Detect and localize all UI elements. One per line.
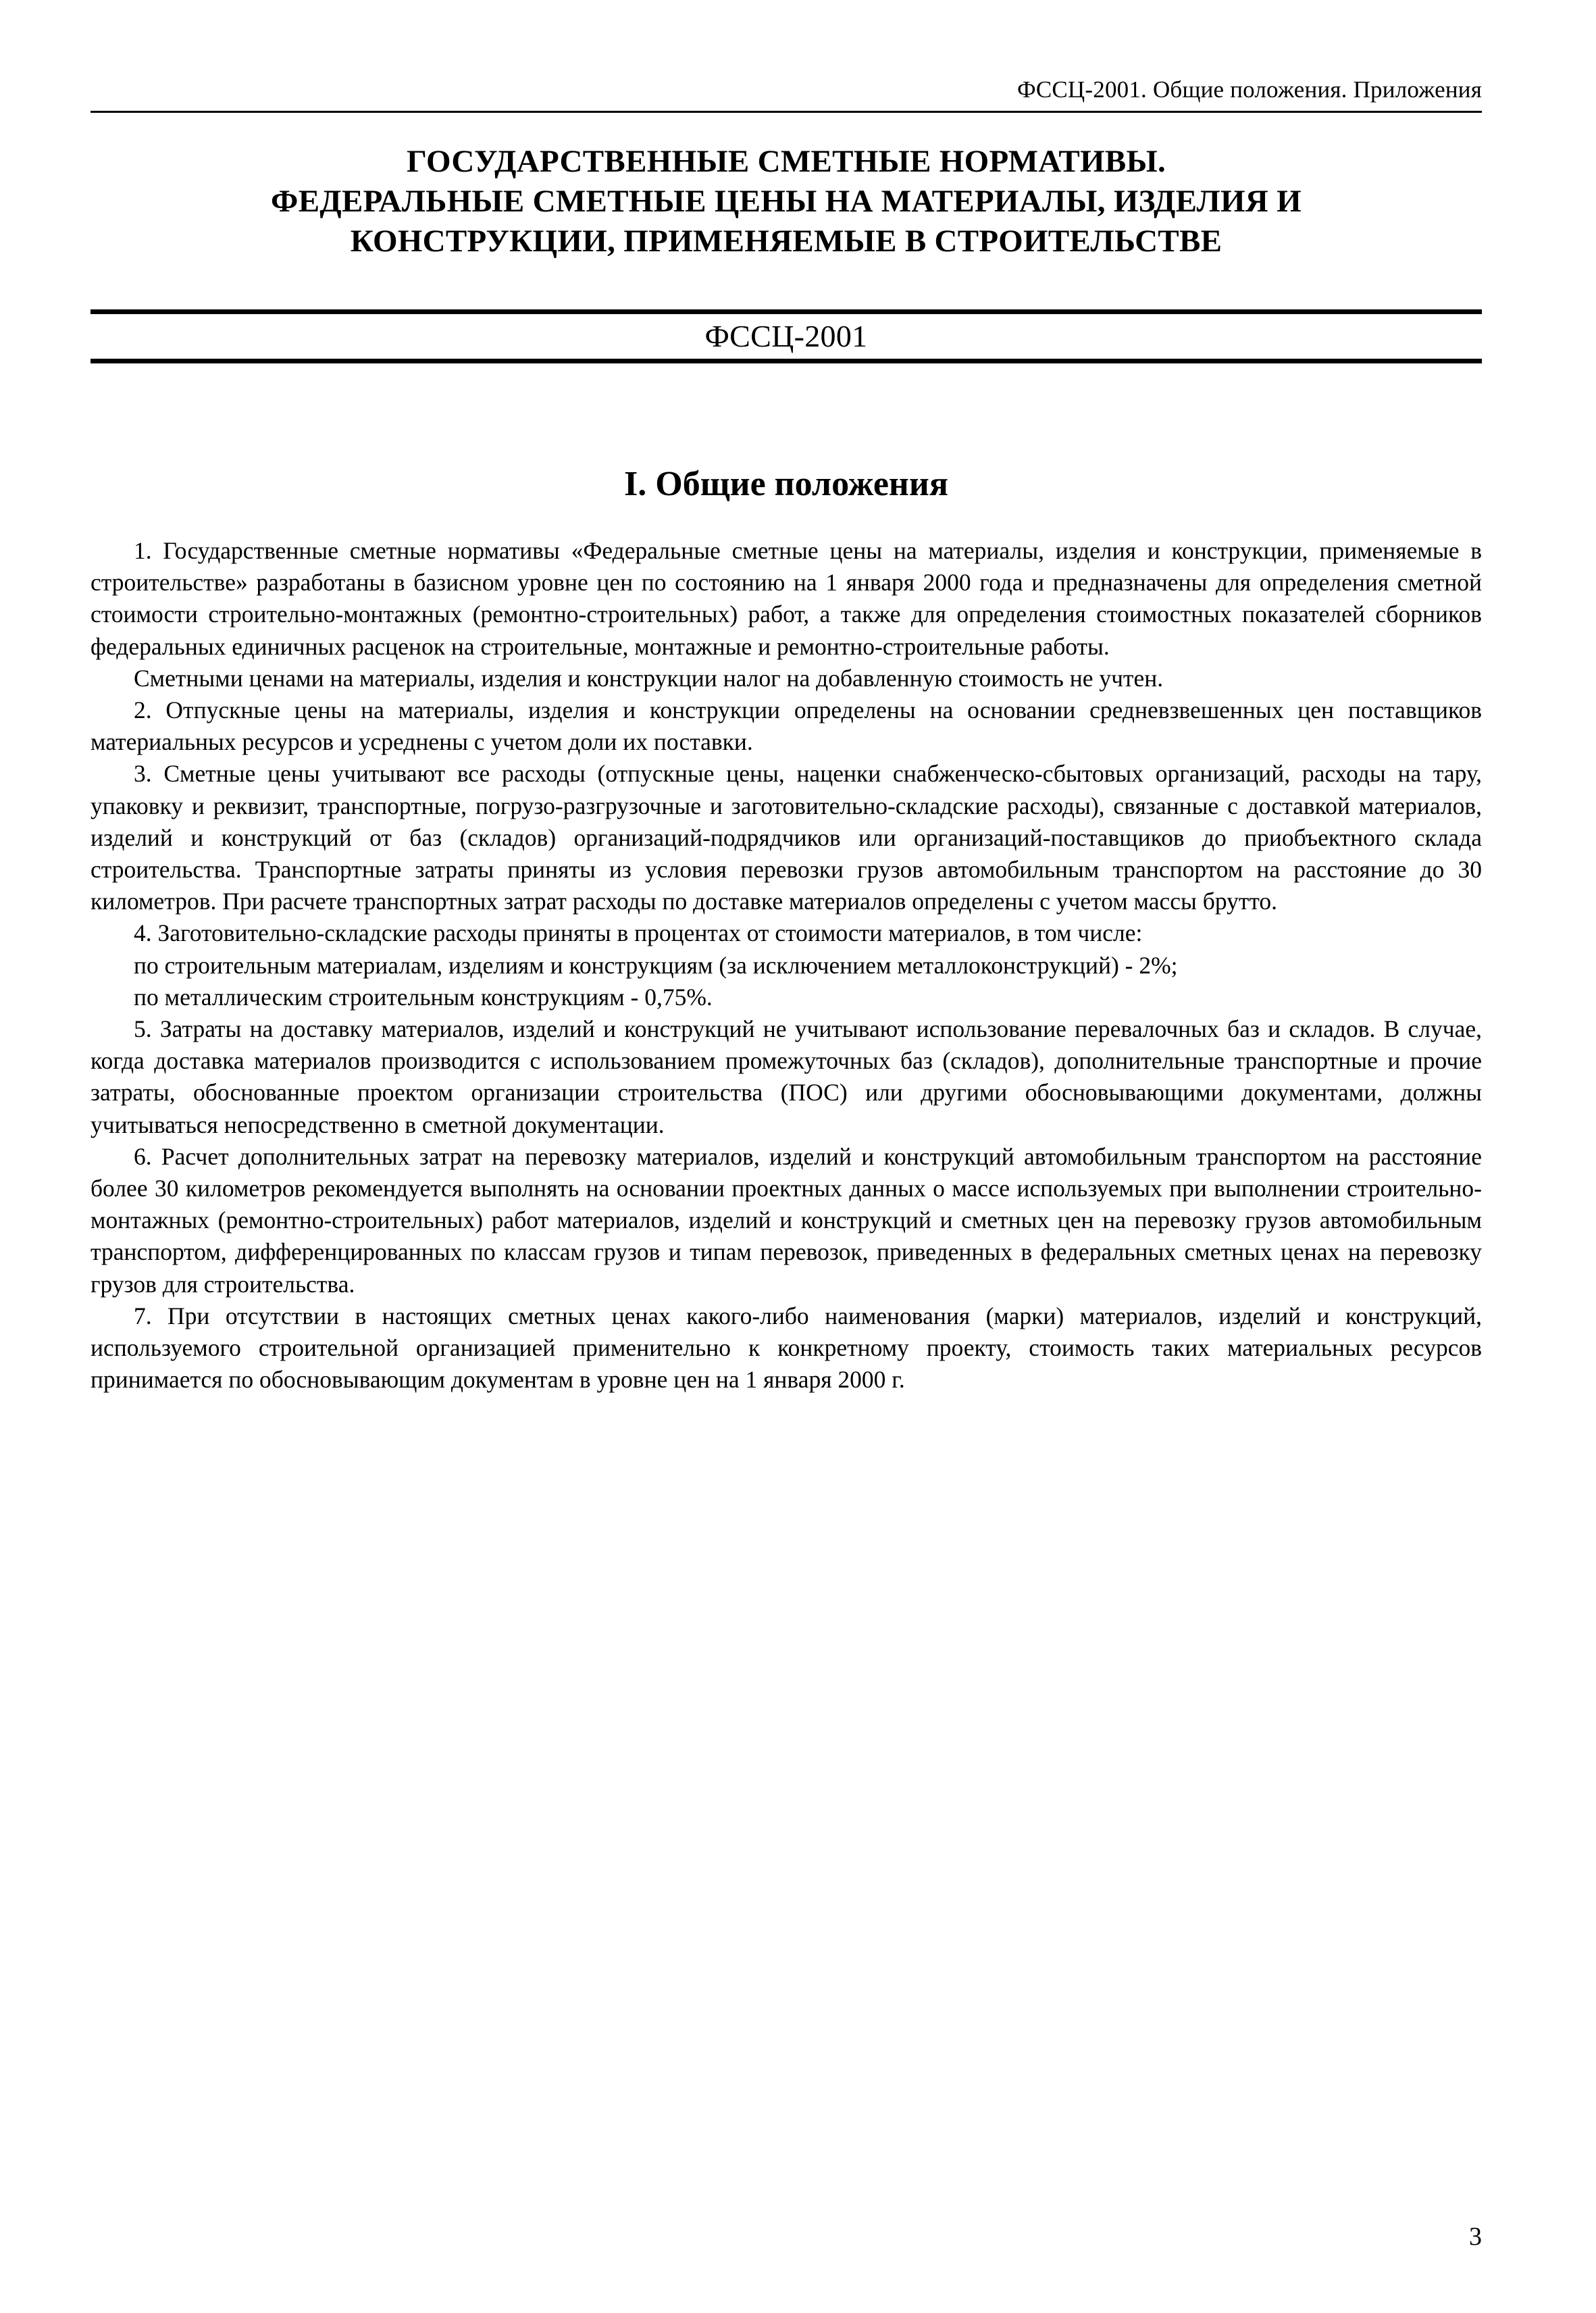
- paragraph: 6. Расчет дополнительных затрат на перевозку материалов, изделий и конструкций автомобильным транспортом на расстояние более 30 километров рекомендуется выполнять на основании проектных данных о массе используемых при выполнении строительно-монтажных (ремонтно-строительных) работ материалов, изделий и конструкций и сметных цен на перевозку грузов автомобильным транспортом, дифференцированных по классам грузов и типам перевозок, приведенных в федеральных сметных ценах на перевозку грузов для строительства.: [91, 1142, 1482, 1298]
- paragraph: 3. Сметные цены учитывают все расходы (отпускные цены, наценки снабженческо-сбытовых организаций, расходы на тару, упаковку и реквизит, транспортные, погрузо-разгрузочные и заготовительно-складские расходы), связанные с доставкой материалов, изделий и конструкций от баз (складов) организаций-подрядчиков или организаций-поставщиков до приобъектного склада строительства. Транспортные затраты приняты из условия перевозки грузов автомобильным транспортом на расстояние до 30 километров. При расчете транспортных затрат расходы по доставке материалов определены с учетом массы брутто.: [91, 760, 1482, 915]
- paragraph: по металлическим строительным конструкциям - 0,75%.: [134, 983, 713, 1011]
- header-rule: [91, 111, 1482, 113]
- paragraph: 1. Государственные сметные нормативы «Федеральные сметные цены на материалы, изделия и конструкции, применяемые в строительстве» разработаны в базисном уровне цен по состоянию на 1 января 2000 года и предназначены для определения сметной стоимости строительно-монтажных (ремонтно-строительных) работ, а также для определения стоимостных показателей сборников федеральных единичных расценок на строительные, монтажные и ремонтно-строительные работы.: [91, 537, 1482, 660]
- document-title: [91, 142, 1482, 261]
- section-heading: I. Общие положения: [624, 465, 948, 503]
- code-block: [91, 309, 1482, 363]
- paragraph: 7. При отсутствии в настоящих сметных ценах какого-либо наименования (марки) материалов, изделий и конструкций, используемого строительной организацией применительно к конкретному проекту, стоимость таких материальных ресурсов принимается по обосновывающим документам в уровне цен на 1 января 2000 г.: [91, 1302, 1482, 1394]
- page-number: 3: [1469, 2222, 1482, 2251]
- paragraph: 2. Отпускные цены на материалы, изделия и конструкции определены на основании средневзвешенных цен поставщиков материальных ресурсов и усреднены с учетом доли их поставки.: [91, 696, 1482, 756]
- title-line: ГОСУДАРСТВЕННЫЕ СМЕТНЫЕ НОРМАТИВЫ.: [406, 144, 1166, 179]
- document-code: ФССЦ-2001: [704, 319, 868, 353]
- body-text: [91, 535, 1482, 1396]
- title-line: ФЕДЕРАЛЬНЫЕ СМЕТНЫЕ ЦЕНЫ НА МАТЕРИАЛЫ, ИЗДЕЛИЯ И: [271, 184, 1302, 219]
- paragraph: 4. Заготовительно-складские расходы приняты в процентах от стоимости материалов, в том числе:: [134, 919, 1143, 947]
- paragraph: 5. Затраты на доставку материалов, изделий и конструкций не учитывают использование перевалочных баз и складов. В случае, когда доставка материалов производится с использованием промежуточных баз (складов), дополнительные транспортные и прочие затраты, обоснованные проектом организации строительства (ПОС) или другими обосновывающими документами, должны учитываться непосредственно в сметной документации.: [91, 1015, 1482, 1138]
- title-line: КОНСТРУКЦИИ, ПРИМЕНЯЕМЫЕ В СТРОИТЕЛЬСТВЕ: [350, 224, 1222, 259]
- paragraph: Сметными ценами на материалы, изделия и конструкции налог на добавленную стоимость не учтен.: [134, 664, 1164, 692]
- running-header: ФССЦ-2001. Общие положения. Приложения: [1016, 76, 1482, 103]
- paragraph: по строительным материалам, изделиям и конструкциям (за исключением металлоконструкций) - 2%;: [134, 951, 1178, 979]
